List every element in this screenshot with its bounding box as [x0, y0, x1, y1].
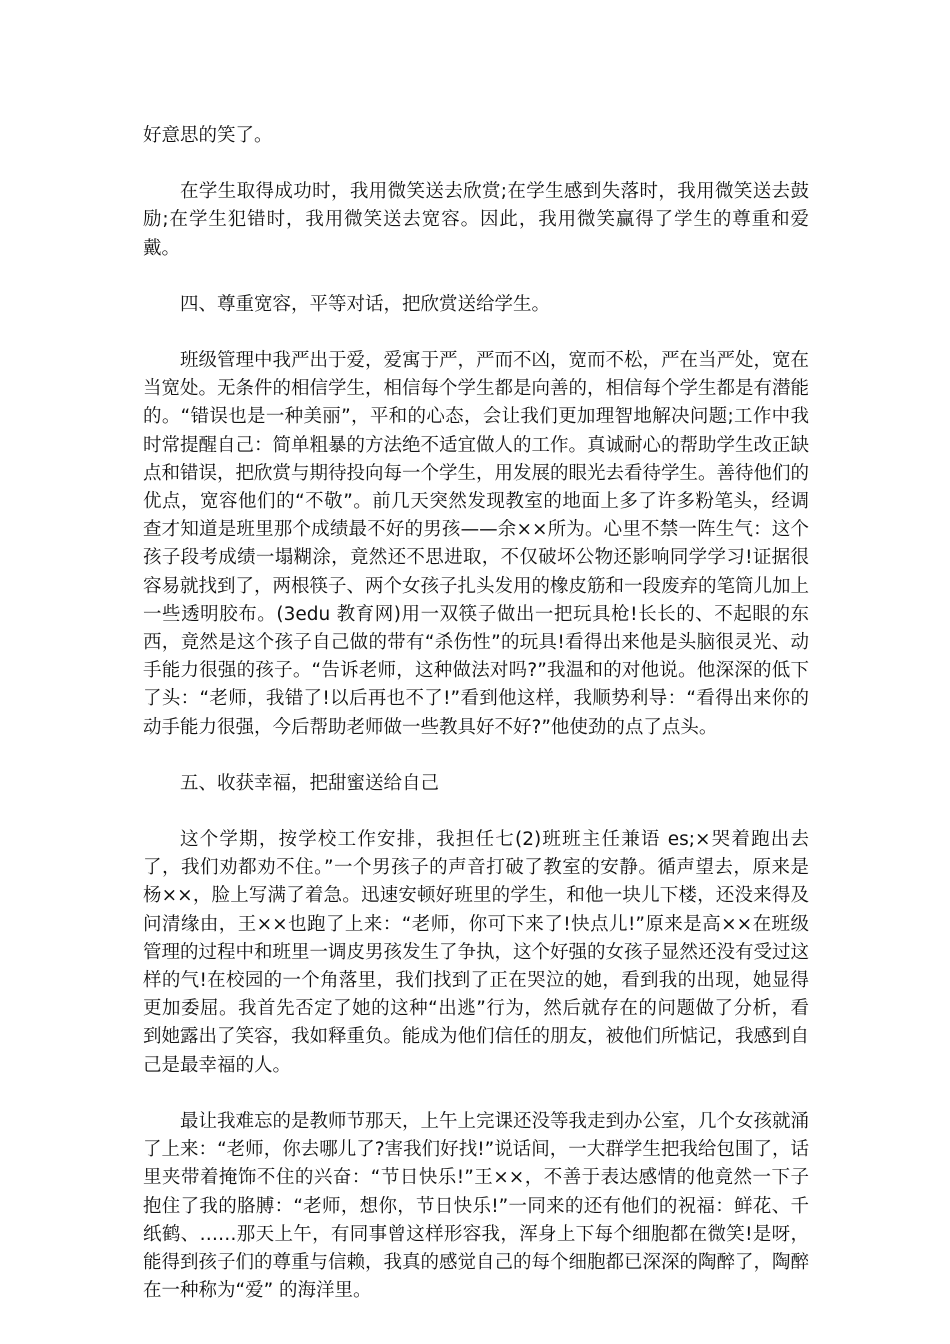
- paragraph-continuation: 好意思的笑了。: [143, 125, 273, 146]
- paragraph-semester: 这个学期，按学校工作安排，我担任七(2)班班主任兼语 es;×哭着跑出去了，我们劝都劝不住。”一个男孩子的声音打破了教室的安静。循声望去，原来是杨××，脸上写满了着急。迅速安顿好班里的学生，和他一块儿下楼，还没来得及问清缘由，王××也跑了上来：“老师，你可下来了!快点儿!”原来是高××在班级管理的过程中和班里一调皮男孩发生了争执，这个好强的女孩子显然还没有受过这样的气!在校园的一个角落里，我们找到了正在哭泣的她，看到我的出现，她显得更加委屈。我首先否定了她的这种“出逃”行为，然后就存在的问题做了分析，看到她露出了笑容，我如释重负。能成为他们信任的朋友，被他们所惦记，我感到自己是最幸福的人。: [143, 829, 810, 1076]
- paragraph-teachers-day: 最让我难忘的是教师节那天，上午上完课还没等我走到办公室，几个女孩就涌了上来：“老师，你去哪儿了?害我们好找!”说话间，一大群学生把我给包围了，话里夹带着掩饰不住的兴奋：“节日快乐!”王××，不善于表达感情的他竟然一下子抱住了我的胳膊：“老师，想你，节日快乐!”一同来的还有他们的祝福：鲜花、千纸鹤、……那天上午，有同事曾这样形容我，浑身上下每个细胞都在微笑!是呀，能得到孩子们的尊重与信赖，我真的感觉自己的每个细胞都已深深的陶醉了，陶醉在一种称为“爱” 的海洋里。: [143, 1110, 810, 1302]
- paragraph-class-management: 班级管理中我严出于爱，爱寓于严，严而不凶，宽而不松，严在当严处，宽在当宽处。无条件的相信学生，相信每个学生都是向善的，相信每个学生都是有潜能的。“错误也是一种美丽”，平和的心态，会让我们更加理智地解决问题;工作中我时常提醒自己：简单粗暴的方法绝不适宜做人的工作。真诚耐心的帮助学生改正缺点和错误，把欣赏与期待投向每一个学生，用发展的眼光去看待学生。善待他们的优点，宽容他们的“不敬”。前几天突然发现教室的地面上多了许多粉笔头，经调查才知道是班里那个成绩最不好的男孩——余××所为。心里不禁一阵生气：这个孩子段考成绩一塌糊涂，竟然还不思进取，不仅破坏公物还影响同学学习!证据很容易就找到了，两根筷子、两个女孩子扎头发用的橡皮筋和一段废弃的笔筒儿加上一些透明胶布。(3edu 教育网)用一双筷子做出一把玩具枪!长长的、不起眼的东西，竟然是这个孩子自己做的带有“杀伤性”的玩具!看得出来他是头脑很灵光、动手能力很强的孩子。“告诉老师，这种做法对吗?”我温和的对他说。他深深的低下了头：“老师，我错了!以后再也不了!”看到他这样，我顺势利导：“看得出来你的动手能力很强，今后帮助老师做一些教具好不好?”他使劲的点了点头。: [143, 350, 810, 738]
- section-heading-5: 五、收获幸福，把甜蜜送给自己: [180, 772, 440, 794]
- document-body: [143, 122, 809, 1333]
- paragraph-smile: 在学生取得成功时，我用微笑送去欣赏;在学生感到失落时，我用微笑送去鼓励;在学生犯错时，我用微笑送去宽容。因此，我用微笑赢得了学生的尊重和爱戴。: [143, 181, 809, 259]
- section-heading-4: 四、尊重宽容，平等对话，把欣赏送给学生。: [180, 293, 551, 315]
